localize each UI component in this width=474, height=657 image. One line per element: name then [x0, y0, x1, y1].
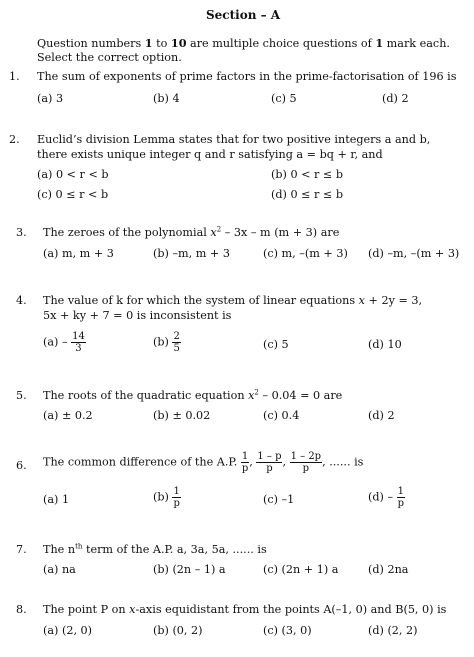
q5-text: The roots of the quadratic equation $x^2 - 0.04 = 0$ are: [43, 388, 343, 402]
q4-option-a: (a) – $\frac{14}{3}$: [43, 331, 85, 354]
q7-text: The $n^{th}$ term of the A.P. a, 3a, 5a, ...... is: [43, 542, 267, 556]
q8-option-c: (c) (3, 0): [263, 624, 312, 637]
q4-option-a-fraction: $\frac{14}{3}$: [72, 331, 85, 354]
q3-text: The zeroes of the polynomial $x^2 - 3x$ – m (m + 3) are: [43, 225, 340, 239]
q8-text: The point P on x-axis equidistant from the points A(–1, 0) and B(5, 0) is: [43, 603, 447, 616]
q4-option-b: (b) $\frac{2}{5}$: [153, 331, 180, 354]
q3-number: 3.: [16, 226, 27, 239]
q3-option-c: (c) m, –(m + 3): [263, 247, 348, 260]
q4-option-d: (d) 10: [368, 338, 402, 351]
q4-number: 4.: [16, 294, 27, 307]
q6-term-1: $\frac{1}{p}$: [241, 451, 249, 474]
q4-text-line-2: 5x + ky + 7 = 0 is inconsistent is: [43, 309, 232, 322]
q7-option-d: (d) 2na: [368, 563, 409, 576]
q2-number: 2.: [9, 133, 20, 146]
q1-option-a: (a) 3: [37, 92, 64, 105]
q7-option-c: (c) (2n + 1) a: [263, 563, 339, 576]
q2-text-line-1: Euclid’s division Lemma states that for two positive integers a and b,: [37, 133, 431, 146]
q6-option-b-fraction: $\frac{1}{p}$: [173, 486, 180, 509]
q7-option-a: (a) na: [43, 563, 76, 576]
q6-term-3: $\frac{1 - 2p}{p}$: [290, 451, 322, 474]
q6-option-d: (d) – $\frac{1}{p}$: [368, 486, 405, 509]
q6-text: The common difference of the A.P. $\frac{1}{p}$ , $\frac{1 - p}{p}$ , $\frac{1 - 2p}{p}$ , ...... is: [43, 451, 364, 474]
q6-term-2: $\frac{1 - p}{p}$: [257, 451, 282, 474]
q3-option-d: (d) –m, –(m + 3): [368, 247, 460, 260]
instructions-line-2: Select the correct option.: [37, 51, 182, 64]
q7-number: 7.: [16, 543, 27, 556]
q2-option-a: (a) 0 < r < b: [37, 168, 109, 181]
q5-option-b: (b) ± 0.02: [153, 409, 211, 422]
q6-number: 6.: [16, 459, 27, 472]
section-title: Section – A: [206, 8, 281, 22]
q8-option-a: (a) (2, 0): [43, 624, 93, 637]
q1-text: The sum of exponents of prime factors in the prime-factorisation of 196 is: [37, 70, 457, 83]
instructions-line-1: Question numbers 1 to 10 are multiple choice questions of 1 mark each.: [37, 36, 450, 50]
q2-text-line-2: there exists unique integer q and r satisfying a = bq + r, and: [37, 148, 383, 161]
q4-option-b-fraction: $\frac{2}{5}$: [173, 331, 180, 354]
q5-option-d: (d) 2: [368, 409, 395, 422]
q5-number: 5.: [16, 389, 27, 402]
q2-option-c: (c) 0 ≤ r < b: [37, 188, 109, 201]
q5-option-c: (c) 0.4: [263, 409, 300, 422]
q1-option-b: (b) 4: [153, 92, 180, 105]
q4-option-c: (c) 5: [263, 338, 289, 351]
q3-option-a: (a) m, m + 3: [43, 247, 114, 260]
q8-option-d: (d) (2, 2): [368, 624, 418, 637]
q6-option-a: (a) 1: [43, 493, 70, 506]
q1-option-c: (c) 5: [271, 92, 297, 105]
q1-option-d: (d) 2: [382, 92, 409, 105]
q3-option-b: (b) –m, m + 3: [153, 247, 230, 260]
q1-number: 1.: [9, 70, 20, 83]
q6-option-c: (c) –1: [263, 493, 295, 506]
q7-option-b: (b) (2n – 1) a: [153, 563, 226, 576]
q2-option-b: (b) 0 < r ≤ b: [271, 168, 344, 181]
q6-option-b: (b) $\frac{1}{p}$: [153, 486, 180, 509]
q8-number: 8.: [16, 603, 27, 616]
q6-option-d-fraction: $\frac{1}{p}$: [397, 486, 405, 509]
q8-option-b: (b) (0, 2): [153, 624, 203, 637]
q4-text-line-1: The value of k for which the system of linear equations x + 2y = 3,: [43, 294, 423, 307]
q2-option-d: (d) 0 ≤ r ≤ b: [271, 188, 344, 201]
q5-option-a: (a) ± 0.2: [43, 409, 93, 422]
